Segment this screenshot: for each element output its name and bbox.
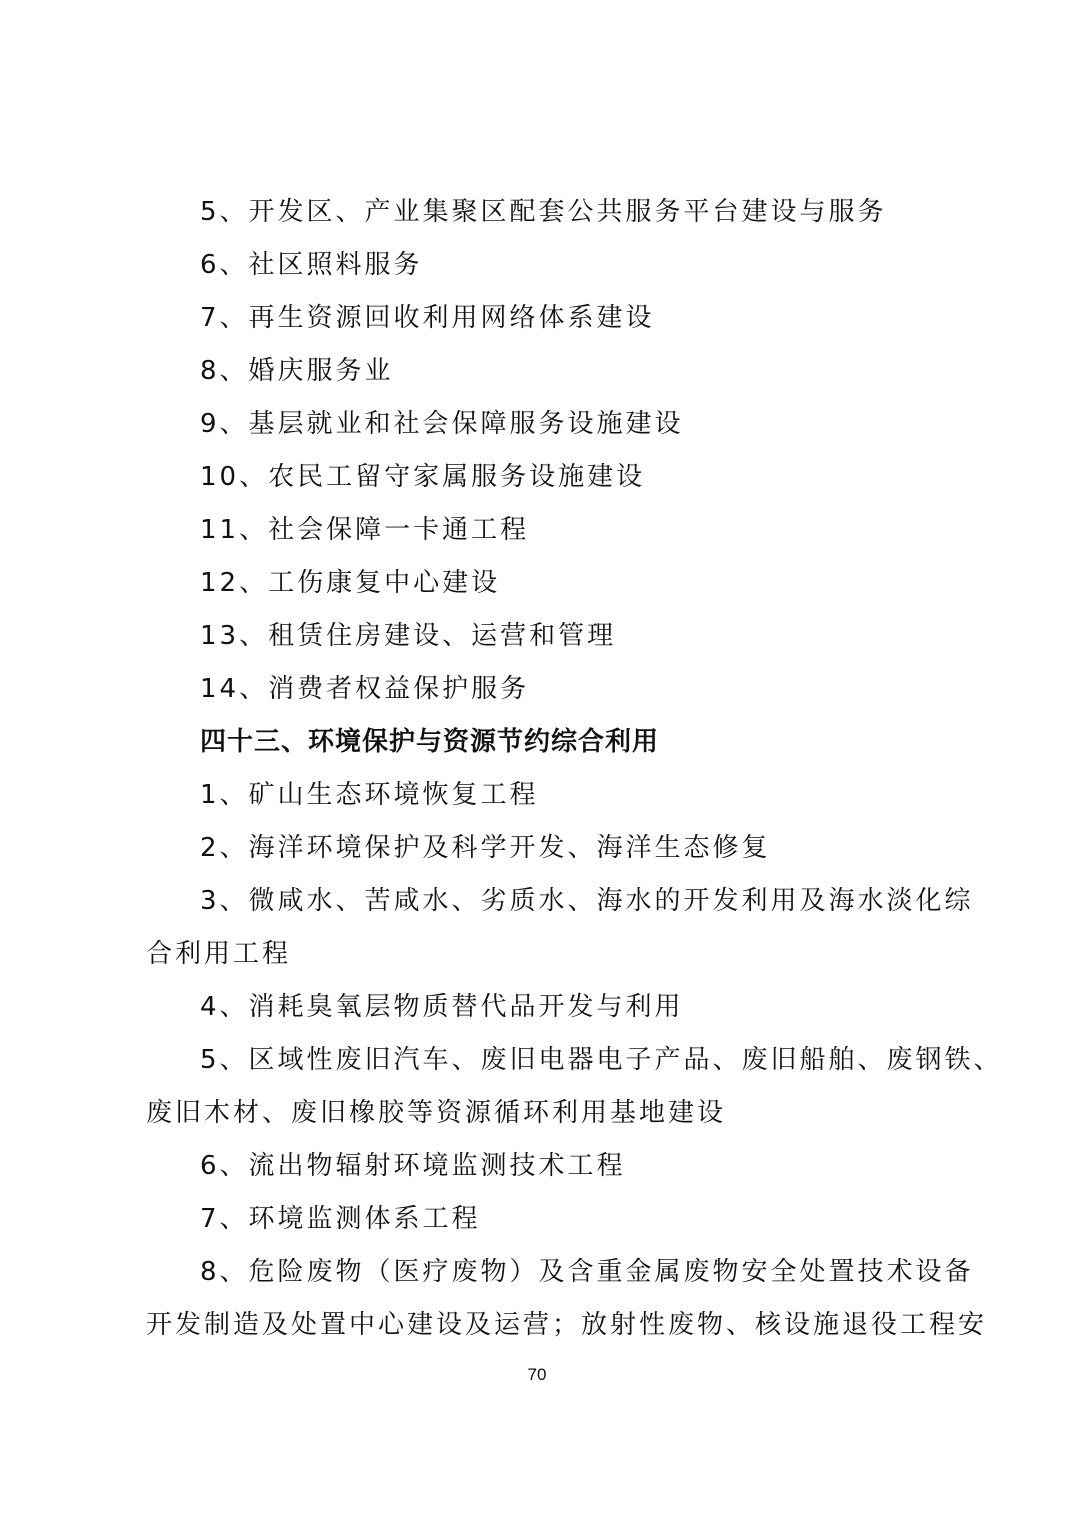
list-item-8-wedding-services: 8、婚庆服务业	[200, 356, 394, 386]
list-item-9-employment-security: 9、基层就业和社会保障服务设施建设	[200, 409, 684, 439]
list-item-8-hazardous-waste-line2: 开发制造及处置中心建设及运营；放射性废物、核设施退役工程安	[146, 1310, 988, 1340]
list-item-10-migrant-family-services: 10、农民工留守家属服务设施建设	[200, 462, 646, 492]
list-item-6-community-care: 6、社区照料服务	[200, 250, 423, 280]
list-item-8-hazardous-waste-line1: 8、危险废物（医疗废物）及含重金属废物安全处置技术设备	[200, 1257, 974, 1287]
list-item-13-rental-housing: 13、租赁住房建设、运营和管理	[200, 621, 617, 651]
list-item-4-ozone-substitutes: 4、消耗臭氧层物质替代品开发与利用	[200, 992, 684, 1022]
list-item-5-recycling-base-line2: 废旧木材、废旧橡胶等资源循环利用基地建设	[146, 1098, 727, 1128]
list-item-12-injury-rehab-center: 12、工伤康复中心建设	[200, 568, 501, 598]
list-item-3-water-use-line1: 3、微咸水、苦咸水、劣质水、海水的开发利用及海水淡化综	[200, 886, 974, 916]
document-body	[146, 186, 1003, 1352]
list-item-5-dev-zone-platform: 5、开发区、产业集聚区配套公共服务平台建设与服务	[200, 197, 887, 227]
list-item-6-radiation-monitoring: 6、流出物辐射环境监测技术工程	[200, 1151, 626, 1181]
list-item-14-consumer-protection: 14、消费者权益保护服务	[200, 674, 530, 704]
list-item-11-social-security-card: 11、社会保障一卡通工程	[200, 515, 530, 545]
list-item-5-recycling-base-line1: 5、区域性废旧汽车、废旧电器电子产品、废旧船舶、废钢铁、	[200, 1045, 1003, 1075]
page-number: 70	[527, 1365, 547, 1384]
section-heading-43: 四十三、环境保护与资源节约综合利用	[200, 727, 660, 757]
list-item-1-mine-ecology: 1、矿山生态环境恢复工程	[200, 780, 539, 810]
list-item-7-environment-monitoring: 7、环境监测体系工程	[200, 1204, 481, 1234]
list-item-2-marine-protection: 2、海洋环境保护及科学开发、海洋生态修复	[200, 833, 771, 863]
list-item-3-water-use-line2: 合利用工程	[146, 939, 292, 969]
list-item-7-recycling-network: 7、再生资源回收利用网络体系建设	[200, 303, 655, 333]
